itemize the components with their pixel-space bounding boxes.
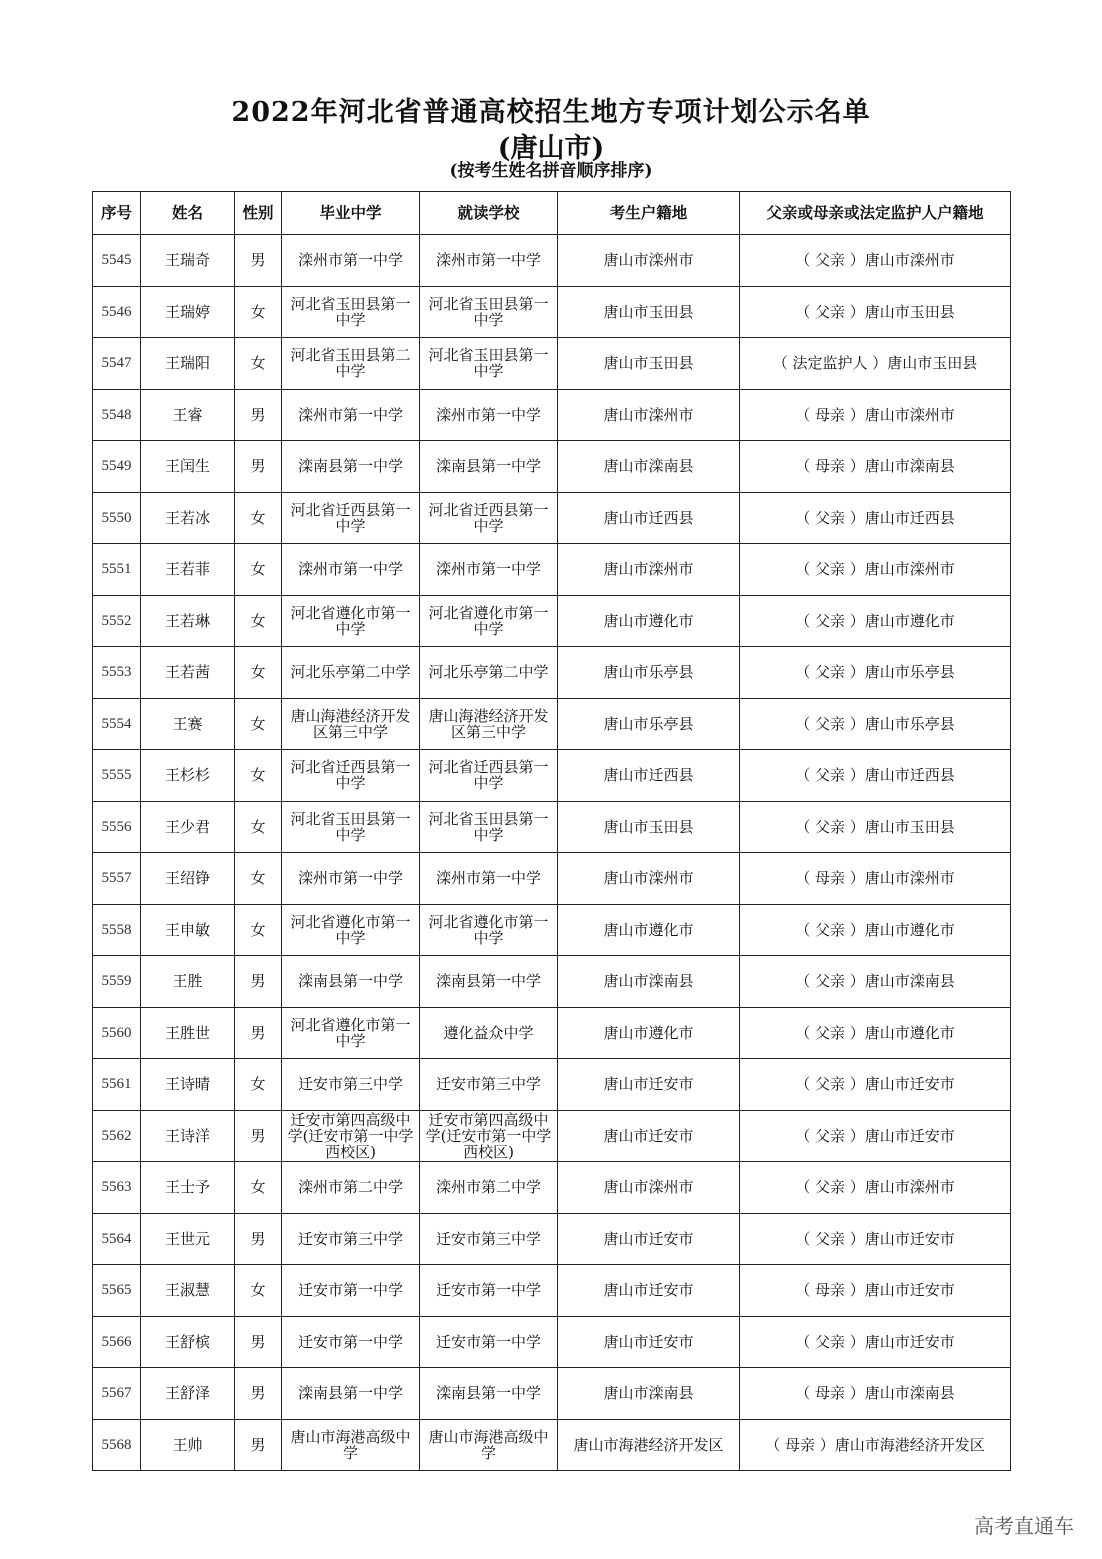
cell-current-school: 迁安市第四高级中学(迁安市第一中学西校区) — [420, 1110, 558, 1162]
cell-name: 王若琳 — [141, 595, 235, 647]
cell-seq: 5548 — [93, 389, 141, 441]
col-header-name: 姓名 — [141, 192, 235, 235]
cell-guardian-hukou: （ 父亲 ）唐山市滦州市 — [740, 544, 1011, 596]
cell-hukou: 唐山市滦州市 — [558, 1162, 740, 1214]
cell-name: 王瑞奇 — [141, 235, 235, 287]
cell-current-school: 河北省遵化市第一中学 — [420, 595, 558, 647]
cell-guardian-hukou: （ 父亲 ）唐山市遵化市 — [740, 904, 1011, 956]
roster-table — [92, 191, 1011, 1471]
table-row — [93, 647, 1011, 699]
cell-seq: 5546 — [93, 286, 141, 338]
table-row — [93, 235, 1011, 287]
cell-current-school: 遵化益众中学 — [420, 1007, 558, 1059]
cell-hukou: 唐山市乐亭县 — [558, 647, 740, 699]
cell-hukou: 唐山市迁安市 — [558, 1265, 740, 1317]
table-row — [93, 956, 1011, 1008]
table-row — [93, 389, 1011, 441]
table-row — [93, 853, 1011, 905]
cell-graduated-school: 滦州市第一中学 — [282, 235, 420, 287]
cell-current-school: 河北省遵化市第一中学 — [420, 904, 558, 956]
cell-guardian-hukou: （ 父亲 ）唐山市迁安市 — [740, 1316, 1011, 1368]
table-row — [93, 1213, 1011, 1265]
cell-seq: 5558 — [93, 904, 141, 956]
cell-current-school: 迁安市第三中学 — [420, 1059, 558, 1111]
cell-guardian-hukou: （ 父亲 ）唐山市迁安市 — [740, 1059, 1011, 1111]
cell-seq: 5568 — [93, 1419, 141, 1471]
cell-guardian-hukou: （ 父亲 ）唐山市滦州市 — [740, 1162, 1011, 1214]
cell-name: 王若菲 — [141, 544, 235, 596]
cell-graduated-school: 滦州市第一中学 — [282, 389, 420, 441]
table-row — [93, 698, 1011, 750]
cell-hukou: 唐山市迁安市 — [558, 1059, 740, 1111]
cell-graduated-school: 河北省遵化市第一中学 — [282, 595, 420, 647]
cell-gender: 女 — [235, 904, 282, 956]
cell-current-school: 迁安市第一中学 — [420, 1316, 558, 1368]
table-row — [93, 801, 1011, 853]
cell-hukou: 唐山市遵化市 — [558, 904, 740, 956]
cell-seq: 5559 — [93, 956, 141, 1008]
cell-guardian-hukou: （ 父亲 ）唐山市玉田县 — [740, 286, 1011, 338]
col-header-hukou: 考生户籍地 — [558, 192, 740, 235]
cell-current-school: 唐山市海港高级中学 — [420, 1419, 558, 1471]
cell-name: 王闰生 — [141, 441, 235, 493]
cell-hukou: 唐山市滦南县 — [558, 441, 740, 493]
cell-guardian-hukou: （ 父亲 ）唐山市迁西县 — [740, 750, 1011, 802]
cell-hukou: 唐山市滦州市 — [558, 389, 740, 441]
cell-seq: 5561 — [93, 1059, 141, 1111]
table-row — [93, 904, 1011, 956]
cell-current-school: 河北省玉田县第一中学 — [420, 801, 558, 853]
cell-current-school: 河北乐亭第二中学 — [420, 647, 558, 699]
cell-hukou: 唐山市滦南县 — [558, 1368, 740, 1420]
cell-guardian-hukou: （ 母亲 ）唐山市滦南县 — [740, 1368, 1011, 1420]
cell-graduated-school: 迁安市第三中学 — [282, 1059, 420, 1111]
cell-gender: 女 — [235, 286, 282, 338]
cell-guardian-hukou: （ 母亲 ）唐山市滦州市 — [740, 389, 1011, 441]
cell-name: 王诗晴 — [141, 1059, 235, 1111]
cell-graduated-school: 河北省迁西县第一中学 — [282, 750, 420, 802]
cell-name: 王睿 — [141, 389, 235, 441]
cell-name: 王淑慧 — [141, 1265, 235, 1317]
cell-graduated-school: 河北乐亭第二中学 — [282, 647, 420, 699]
cell-hukou: 唐山市滦州市 — [558, 853, 740, 905]
cell-guardian-hukou: （ 父亲 ）唐山市乐亭县 — [740, 698, 1011, 750]
table-row — [93, 492, 1011, 544]
table-row — [93, 441, 1011, 493]
cell-name: 王若冰 — [141, 492, 235, 544]
cell-seq: 5555 — [93, 750, 141, 802]
cell-hukou: 唐山市玉田县 — [558, 801, 740, 853]
cell-current-school: 唐山海港经济开发区第三中学 — [420, 698, 558, 750]
cell-gender: 男 — [235, 1213, 282, 1265]
table-row — [93, 338, 1011, 390]
cell-graduated-school: 河北省玉田县第一中学 — [282, 801, 420, 853]
cell-gender: 男 — [235, 1316, 282, 1368]
cell-name: 王若茜 — [141, 647, 235, 699]
cell-gender: 女 — [235, 595, 282, 647]
cell-name: 王舒槟 — [141, 1316, 235, 1368]
table-row — [93, 595, 1011, 647]
cell-hukou: 唐山市玉田县 — [558, 286, 740, 338]
cell-current-school: 河北省迁西县第一中学 — [420, 750, 558, 802]
cell-hukou: 唐山市迁西县 — [558, 492, 740, 544]
cell-current-school: 迁安市第三中学 — [420, 1213, 558, 1265]
cell-seq: 5549 — [93, 441, 141, 493]
cell-current-school: 迁安市第一中学 — [420, 1265, 558, 1317]
cell-guardian-hukou: （ 父亲 ）唐山市滦南县 — [740, 956, 1011, 1008]
cell-gender: 女 — [235, 801, 282, 853]
cell-seq: 5562 — [93, 1110, 141, 1162]
cell-graduated-school: 迁安市第一中学 — [282, 1316, 420, 1368]
cell-name: 王少君 — [141, 801, 235, 853]
watermark: 高考直通车 — [974, 1514, 1074, 1538]
cell-name: 王世元 — [141, 1213, 235, 1265]
table-header-row — [93, 192, 1011, 235]
cell-seq: 5552 — [93, 595, 141, 647]
cell-graduated-school: 滦南县第一中学 — [282, 441, 420, 493]
cell-guardian-hukou: （ 父亲 ）唐山市迁安市 — [740, 1110, 1011, 1162]
cell-graduated-school: 滦州市第一中学 — [282, 853, 420, 905]
cell-hukou: 唐山市滦州市 — [558, 235, 740, 287]
cell-gender: 女 — [235, 853, 282, 905]
cell-name: 王舒泽 — [141, 1368, 235, 1420]
cell-graduated-school: 唐山海港经济开发区第三中学 — [282, 698, 420, 750]
cell-hukou: 唐山市迁安市 — [558, 1213, 740, 1265]
cell-seq: 5565 — [93, 1265, 141, 1317]
cell-current-school: 河北省迁西县第一中学 — [420, 492, 558, 544]
col-header-guardian-hukou: 父亲或母亲或法定监护人户籍地 — [740, 192, 1011, 235]
cell-gender: 女 — [235, 750, 282, 802]
cell-seq: 5567 — [93, 1368, 141, 1420]
cell-guardian-hukou: （ 母亲 ）唐山市迁安市 — [740, 1265, 1011, 1317]
table-row — [93, 1419, 1011, 1471]
cell-guardian-hukou: （ 父亲 ）唐山市迁西县 — [740, 492, 1011, 544]
cell-name: 王杉杉 — [141, 750, 235, 802]
cell-seq: 5563 — [93, 1162, 141, 1214]
cell-hukou: 唐山市迁西县 — [558, 750, 740, 802]
cell-graduated-school: 滦南县第一中学 — [282, 956, 420, 1008]
table-row — [93, 1162, 1011, 1214]
cell-guardian-hukou: （ 父亲 ）唐山市乐亭县 — [740, 647, 1011, 699]
cell-gender: 女 — [235, 1059, 282, 1111]
cell-current-school: 河北省玉田县第一中学 — [420, 286, 558, 338]
cell-gender: 女 — [235, 338, 282, 390]
cell-name: 王士予 — [141, 1162, 235, 1214]
cell-seq: 5547 — [93, 338, 141, 390]
cell-name: 王瑞婷 — [141, 286, 235, 338]
cell-graduated-school: 迁安市第一中学 — [282, 1265, 420, 1317]
cell-hukou: 唐山市遵化市 — [558, 595, 740, 647]
table-body — [93, 235, 1011, 1471]
table-row — [93, 750, 1011, 802]
cell-guardian-hukou: （ 母亲 ）唐山市海港经济开发区 — [740, 1419, 1011, 1471]
cell-guardian-hukou: （ 母亲 ）唐山市滦州市 — [740, 853, 1011, 905]
cell-current-school: 滦州市第一中学 — [420, 389, 558, 441]
table-row — [93, 1059, 1011, 1111]
cell-seq: 5545 — [93, 235, 141, 287]
table-row — [93, 1265, 1011, 1317]
cell-current-school: 滦南县第一中学 — [420, 956, 558, 1008]
cell-hukou: 唐山市迁安市 — [558, 1110, 740, 1162]
cell-guardian-hukou: （ 法定监护人 ）唐山市玉田县 — [740, 338, 1011, 390]
cell-name: 王瑞阳 — [141, 338, 235, 390]
cell-current-school: 滦州市第一中学 — [420, 235, 558, 287]
cell-seq: 5554 — [93, 698, 141, 750]
cell-gender: 女 — [235, 492, 282, 544]
cell-graduated-school: 滦州市第一中学 — [282, 544, 420, 596]
cell-gender: 男 — [235, 956, 282, 1008]
cell-graduated-school: 滦南县第一中学 — [282, 1368, 420, 1420]
cell-gender: 女 — [235, 647, 282, 699]
cell-seq: 5564 — [93, 1213, 141, 1265]
cell-guardian-hukou: （ 父亲 ）唐山市滦州市 — [740, 235, 1011, 287]
cell-guardian-hukou: （ 父亲 ）唐山市遵化市 — [740, 1007, 1011, 1059]
cell-name: 王绍铮 — [141, 853, 235, 905]
cell-graduated-school: 河北省迁西县第一中学 — [282, 492, 420, 544]
col-header-seq: 序号 — [93, 192, 141, 235]
cell-name: 王申敏 — [141, 904, 235, 956]
table-row — [93, 1368, 1011, 1420]
cell-gender: 男 — [235, 235, 282, 287]
table-row — [93, 1110, 1011, 1162]
cell-name: 王胜 — [141, 956, 235, 1008]
cell-gender: 男 — [235, 1419, 282, 1471]
cell-hukou: 唐山市海港经济开发区 — [558, 1419, 740, 1471]
cell-hukou: 唐山市乐亭县 — [558, 698, 740, 750]
cell-graduated-school: 河北省遵化市第一中学 — [282, 904, 420, 956]
cell-gender: 女 — [235, 698, 282, 750]
cell-graduated-school: 河北省玉田县第二中学 — [282, 338, 420, 390]
cell-current-school: 河北省玉田县第一中学 — [420, 338, 558, 390]
cell-seq: 5556 — [93, 801, 141, 853]
cell-seq: 5557 — [93, 853, 141, 905]
cell-guardian-hukou: （ 父亲 ）唐山市迁安市 — [740, 1213, 1011, 1265]
cell-gender: 女 — [235, 1162, 282, 1214]
sort-note: (按考生姓名拼音顺序排序) — [449, 161, 653, 181]
cell-seq: 5553 — [93, 647, 141, 699]
cell-graduated-school: 唐山市海港高级中学 — [282, 1419, 420, 1471]
cell-current-school: 滦州市第二中学 — [420, 1162, 558, 1214]
cell-current-school: 滦南县第一中学 — [420, 1368, 558, 1420]
cell-graduated-school: 河北省遵化市第一中学 — [282, 1007, 420, 1059]
cell-guardian-hukou: （ 父亲 ）唐山市玉田县 — [740, 801, 1011, 853]
cell-guardian-hukou: （ 母亲 ）唐山市滦南县 — [740, 441, 1011, 493]
page-subtitle: (唐山市) — [497, 133, 605, 164]
cell-gender: 男 — [235, 1110, 282, 1162]
cell-name: 王赛 — [141, 698, 235, 750]
cell-hukou: 唐山市滦州市 — [558, 544, 740, 596]
cell-current-school: 滦南县第一中学 — [420, 441, 558, 493]
table-row — [93, 286, 1011, 338]
cell-graduated-school: 滦州市第二中学 — [282, 1162, 420, 1214]
cell-hukou: 唐山市玉田县 — [558, 338, 740, 390]
table-row — [93, 544, 1011, 596]
cell-graduated-school: 迁安市第四高级中学(迁安市第一中学西校区) — [282, 1110, 420, 1162]
cell-current-school: 滦州市第一中学 — [420, 853, 558, 905]
cell-gender: 男 — [235, 389, 282, 441]
cell-gender: 男 — [235, 1368, 282, 1420]
cell-gender: 女 — [235, 1265, 282, 1317]
cell-graduated-school: 河北省玉田县第一中学 — [282, 286, 420, 338]
col-header-graduated-school: 毕业中学 — [282, 192, 420, 235]
cell-guardian-hukou: （ 父亲 ）唐山市遵化市 — [740, 595, 1011, 647]
cell-seq: 5566 — [93, 1316, 141, 1368]
cell-hukou: 唐山市遵化市 — [558, 1007, 740, 1059]
page-title: 2022年河北省普通高校招生地方专项计划公示名单 — [231, 97, 871, 128]
col-header-gender: 性别 — [235, 192, 282, 235]
table-row — [93, 1316, 1011, 1368]
cell-hukou: 唐山市迁安市 — [558, 1316, 740, 1368]
cell-gender: 男 — [235, 441, 282, 493]
cell-seq: 5551 — [93, 544, 141, 596]
cell-name: 王诗洋 — [141, 1110, 235, 1162]
cell-current-school: 滦州市第一中学 — [420, 544, 558, 596]
cell-graduated-school: 迁安市第三中学 — [282, 1213, 420, 1265]
cell-name: 王帅 — [141, 1419, 235, 1471]
cell-seq: 5550 — [93, 492, 141, 544]
cell-gender: 男 — [235, 1007, 282, 1059]
col-header-current-school: 就读学校 — [420, 192, 558, 235]
table-row — [93, 1007, 1011, 1059]
cell-seq: 5560 — [93, 1007, 141, 1059]
cell-hukou: 唐山市滦南县 — [558, 956, 740, 1008]
cell-name: 王胜世 — [141, 1007, 235, 1059]
cell-gender: 女 — [235, 544, 282, 596]
